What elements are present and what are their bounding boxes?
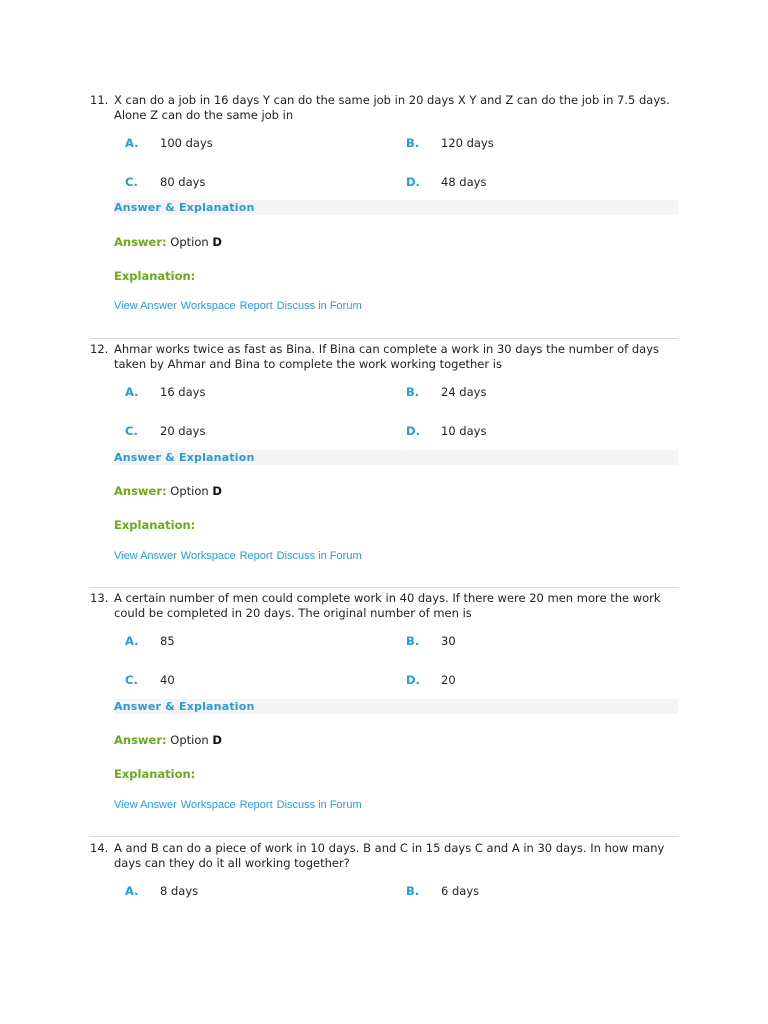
option-letter: A. [125,136,139,150]
option-value: 16 days [160,385,206,399]
question-number: 11. [90,93,109,107]
option-letter: D. [406,673,420,687]
discuss-link[interactable]: Discuss in Forum [276,799,362,811]
answer-option: D [212,484,222,498]
option-letter: D. [406,175,420,189]
view-answer-link[interactable]: View Answer [114,799,177,811]
action-links [114,799,366,811]
option-value: 48 days [441,175,487,189]
option-value: 24 days [441,385,487,399]
explanation-label: Explanation: [114,518,196,532]
option-letter: D. [406,424,420,438]
answer-explanation-toggle[interactable]: Answer & Explanation [114,699,678,714]
answer-label: Answer: [114,484,167,498]
workspace-link[interactable]: Workspace [180,550,236,562]
workspace-link[interactable]: Workspace [180,799,236,811]
view-answer-link[interactable]: View Answer [114,300,177,312]
action-links [114,300,366,312]
report-link[interactable]: Report [239,799,273,811]
answer-text: Option [170,235,209,249]
discuss-link[interactable]: Discuss in Forum [276,300,362,312]
discuss-link[interactable]: Discuss in Forum [276,550,362,562]
option-value: 6 days [441,884,480,898]
option-value: 80 days [160,175,206,189]
action-links [114,550,366,562]
separator [90,338,678,339]
answer-line [114,235,222,249]
option-value: 20 [441,673,456,687]
question-number: 12. [90,342,109,356]
option-letter: A. [125,385,139,399]
option-value: 120 days [441,136,494,150]
answer-option: D [212,235,222,249]
option-value: 20 days [160,424,206,438]
separator [90,836,678,837]
option-letter: C. [125,424,138,438]
answer-text: Option [170,484,209,498]
explanation-label: Explanation: [114,269,196,283]
option-letter: C. [125,673,138,687]
answer-text: Option [170,733,209,747]
option-letter: B. [406,136,420,150]
workspace-link[interactable]: Workspace [180,300,236,312]
report-link[interactable]: Report [239,550,273,562]
option-value: 8 days [160,884,199,898]
option-letter: B. [406,884,420,898]
option-value: 40 [160,673,175,687]
option-letter: A. [125,634,139,648]
option-value: 30 [441,634,456,648]
option-letter: B. [406,385,420,399]
answer-explanation-toggle[interactable]: Answer & Explanation [114,450,678,465]
question-number: 14. [90,841,109,855]
question-number: 13. [90,591,109,605]
answer-explanation-toggle[interactable]: Answer & Explanation [114,200,678,215]
question-text: A certain number of men could complete work in 40 days. If there were 20 men more the work could be completed in 20 days. The original number of men is [114,591,661,620]
report-link[interactable]: Report [239,300,273,312]
question-text: X can do a job in 16 days Y can do the same job in 20 days X Y and Z can do the job in 7.5 days. Alone Z can do the same job in [114,93,670,122]
answer-option: D [212,733,222,747]
option-value: 85 [160,634,175,648]
answer-label: Answer: [114,733,167,747]
answer-line [114,733,222,747]
question-text: A and B can do a piece of work in 10 days. B and C in 15 days C and A in 30 days. In how many days can they do it all working together? [114,841,665,870]
option-letter: C. [125,175,138,189]
answer-label: Answer: [114,235,167,249]
separator [90,587,678,588]
option-value: 100 days [160,136,213,150]
view-answer-link[interactable]: View Answer [114,550,177,562]
explanation-label: Explanation: [114,767,196,781]
option-letter: B. [406,634,420,648]
option-letter: A. [125,884,139,898]
question-text: Ahmar works twice as fast as Bina. If Bina can complete a work in 30 days the number of days taken by Ahmar and Bina to complete the work working together is [114,342,660,371]
option-value: 10 days [441,424,487,438]
answer-line [114,484,222,498]
